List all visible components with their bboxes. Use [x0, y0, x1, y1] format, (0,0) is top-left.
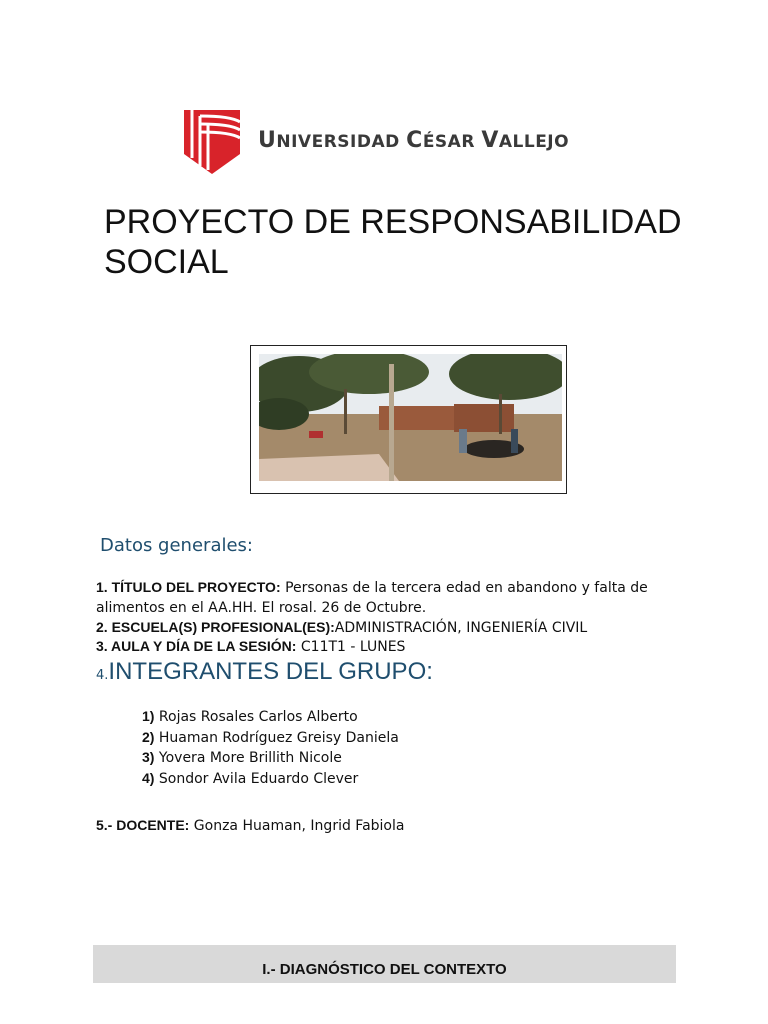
teacher-label: 5.- DOCENTE: [96, 817, 190, 833]
document-title: PROYECTO DE RESPONSABILIDAD SOCIAL [104, 203, 682, 281]
session-field [96, 637, 405, 658]
project-photo [259, 354, 562, 481]
section-header-bar [93, 945, 676, 983]
project-title-value: Personas de la tercera edad en abandono y falta de alimentos en el AA.HH. El rosal. 26 de Octubre. [96, 580, 648, 616]
members-list [142, 707, 399, 790]
session-value: C11T1 - LUNES [296, 639, 406, 655]
list-item: 4) Sondor Avila Eduardo Clever [142, 770, 359, 788]
list-item: 2) Huaman Rodríguez Greisy Daniela [142, 728, 399, 746]
section-header-title: I.- DIAGNÓSTICO DEL CONTEXTO [262, 960, 507, 978]
school-label: 2. ESCUELA(S) PROFESIONAL(ES): [96, 619, 335, 635]
members-heading-number: 4. [96, 668, 109, 683]
university-shield-icon [182, 108, 244, 176]
list-item: 1) Rojas Rosales Carlos Alberto [142, 708, 358, 725]
logo-wordmark: UNIVERSIDAD CÉSAR VALLEJO [258, 128, 570, 153]
project-photo-frame [250, 345, 567, 494]
members-heading [96, 658, 433, 686]
project-title-label: 1. TÍTULO DEL PROYECTO: [96, 579, 281, 595]
project-title-field [96, 578, 656, 618]
teacher-field [96, 817, 404, 834]
school-field [96, 618, 587, 639]
teacher-value: Gonza Huaman, Ingrid Fabiola [189, 818, 405, 834]
list-item: 3) Yovera More Brillith Nicole [142, 749, 342, 767]
school-value: ADMINISTRACIÓN, INGENIERÍA CIVIL [334, 620, 588, 636]
session-label: 3. AULA Y DÍA DE LA SESIÓN: [96, 638, 297, 654]
members-heading-text: INTEGRANTES DEL GRUPO: [108, 658, 433, 685]
section-heading-general-data: Datos generales: [100, 535, 253, 556]
university-logo [182, 108, 612, 178]
